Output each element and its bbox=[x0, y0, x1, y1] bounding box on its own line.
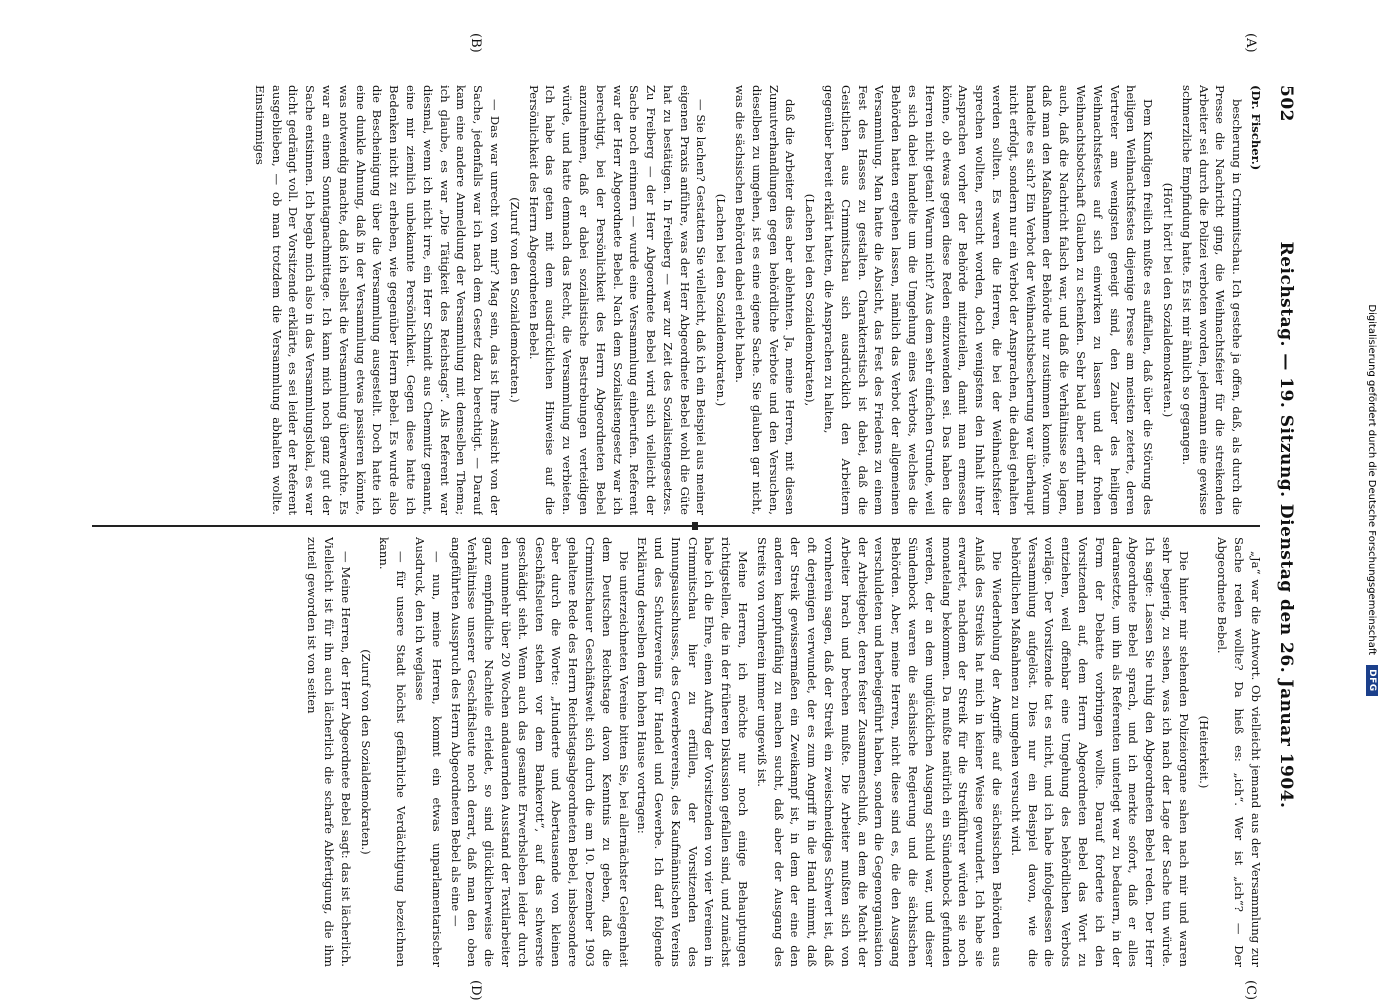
paragraph: — Meine Herren, der Herr Abgeordnete Bebel sagt: das ist lächerlich. Vielleicht ist für ihn auch lächerlich die scharfe Abfertigung, die ihm zuteil geworden ist von seiten bbox=[305, 537, 353, 967]
interjection: (Heiterkeit.) bbox=[1196, 715, 1211, 789]
margin-marker-c: (C) bbox=[1243, 980, 1258, 1001]
margin-marker-b: (B) bbox=[468, 33, 483, 53]
paragraph: „Ja“ war die Antwort. Ob vielleicht jemand aus der Versammlung zur Sache reden wollte? Da hieß es: „ich“. Wer ist „ich“? — Der Abgeordnete Bebel. bbox=[1215, 537, 1263, 967]
page-number: 502 bbox=[1276, 85, 1296, 122]
interjection: (Lachen bei den Sozialdemokraten.) bbox=[714, 193, 729, 407]
document-page bbox=[78, 33, 1298, 1001]
interjection: (Zuruf von den Sozialdemokraten.) bbox=[507, 197, 522, 403]
margin-marker-d: (D) bbox=[468, 980, 483, 1001]
paragraph: Die Wiederholung der Angriffe auf die sächsischen Behörden aus Anlaß des Streiks hat mich in keiner Weise gewundert. Ich habe sie erwartet, nachdem der Streik für die Streikführer würden sie noch monatelang bekommen. Da mußte natürlich ein Sündenbock gefunden werden, der an dem unglücklichen Ausgang schuld war, und dieser Sündenbock waren die sächsische Regierung und die sächsischen Behörden. Aber, meine Herren, nicht diese sind es, die den Ausgang verschuldeten und herbeigeführt haben, sondern die Gegenorganisation der Arbeitgeber, deren fester Zusammenschluß, an dem die Macht der Arbeiter brach und brechen mußte. Die Arbeiter mußten sich von vornherein sagen, daß der Streik ein zweischneidiges Schwert ist, daß oft derjenigen verwundet, der es zum Angriff in die Hand nimmt, daß der Streik gewissermaßen ein Zweikampf ist, in dem der eine den anderen kampfunfähig zu machen sucht, daß aber der Ausgang des Streits von vornherein immer ungewiß ist. bbox=[754, 537, 1005, 967]
paragraph: Die hinter mir stehenden Polizeiorgane sahen nach mir und waren sehr begierig, zu sehen, was ich nach der Lage der Sache tun würde. Ich sagte: Lassen Sie ruhig den Abgeordneten Bebel reden. Der Herr Abgeordnete Bebel sprach, und ich merkte sofort, daß er alles daransetzte, um ihn als Referenten unterlegt war zu bedauern, in der Form der Debatte vorbringen wollte. Darauf forderte ich den Vorsitzenden auf, dem Herrn Abgeordneten Bebel das Wort zu entziehen, weil offenbar eine Umgehung des behördlichen Verbots vorläge. Der Vorsitzende tat es nicht, und ich habe infolgedessen die Versammlung aufgelöst. Dies nur ein Beispiel davon, wie die behördlichen Maßnahmen zu umgehen versucht wird. bbox=[1008, 537, 1191, 967]
paragraph: Dem Kundigen freilich mußte es auffallen, daß über die Störung des heiligen Weihnachtsfestes diejenige Presse am meisten zeterte, deren Vertreter am wenigsten geneigt sind, den Zauber des heiligen Weihnachtsfestes auf sich einwirken zu lassen und der frohen Weihnachtsbotschaft Glauben zu schenken. Sehr bald aber erfuhr man auch, daß die Nachricht falsch war, und daß die Verhältnisse so lagen, daß man den Maßnahmen der Behörde nur zustimmen konnte. Worum handelte es sich? Ein Verbot der Weihnachtsbescherung war überhaupt nicht erfolgt, sondern nur ein Verbot der Ansprachen, die dabei gehalten werden sollten. Es waren die Herren, die bei der Weihnachtsfeier sprechen wollten, ersucht worden, doch wenigstens den Inhalt ihrer Ansprachen vorher der Behörde mitzuteilen, damit man ermessen könne, ob etwas gegen diese Reden einzuwenden sei. Das haben die Herren nicht getan! Warum nicht? Aus dem sehr einfachen Grunde, weil es sich dabei handelte um die Umgehung eines Verbots, welches die Behörden hatten ergehen lassen, nämlich das Verbot der allgemeinen Versammlung. Man hatte die Absicht, das Fest des Friedens zu einem Fest des Hasses zu gestalten. Charakteristisch ist dabei, daß die Geistlichen aus Crimmitschau sich ausdrücklich den Arbeitern gegenüber bereit erklärt hatten, die Ansprachen zu halten, bbox=[822, 85, 1156, 515]
paragraph: — Sie lachen? Gestatten Sie vielleicht, daß ich ein Beispiel aus meiner eigenen Praxis anführe, was der Herr Abgeordnete Bebel wohl die Güte hat zu bestätigen. In Freiberg — war zur Zeit des Sozialistengesetzes. Zu Freiberg — der Herr Abgeordnete Bebel wird sich vielleicht der Sache noch erinnern — wurde eine Versammlung einberufen. Referent war der Herr Abgeordnete Bebel. Nach dem Sozialistengesetz war ich berechtigt, bei der Persönlichkeit des Herrn Abgeordneten Bebel anzunehmen, daß er dabei sozialistische Bestrebungen verteidigen würde, und hatte demnach das Recht, die Versammlung zu verbieten. Ich habe das getan mit dem ausdrücklichen Hinweise auf die Persönlichkeit des Herrn Abgeordneten Bebel. bbox=[526, 85, 709, 515]
paragraph: — nun, meine Herren, kommt ein etwas unparlamentarischer Ausdruck, den ich weglasse bbox=[412, 537, 444, 967]
column-divider bbox=[92, 525, 1260, 527]
paragraph: — für unsere Stadt höchst gefährliche Verdächtigung bezeichnen kann. bbox=[377, 537, 409, 967]
column-divider-mark bbox=[692, 522, 698, 530]
page-header-title: Reichstag. — 19. Sitzung. Dienstag den 26. Januar 1904. bbox=[1276, 241, 1296, 809]
paragraph: daß die Arbeiter dies aber ablehnten. Ja, meine Herren, mit diesen Zumutverhandlungen gegen behördliche Verbote und den Versuchen, dieselben zu umgehen, ist es eine eigene Sache. Sie glauben gar nicht, was die sächsischen Behörden dabei erlebt haben. bbox=[733, 85, 798, 515]
right-column bbox=[89, 537, 1264, 967]
speaker-label: (Dr. Fischer.) bbox=[1249, 85, 1263, 171]
digitization-footer bbox=[1361, 0, 1383, 1000]
dfg-logo: DFG bbox=[1366, 665, 1378, 696]
paragraph: bescherung in Crimmitschau. Ich gestehe ja offen, daß, als durch die Presse die Nachricht ging, die Weihnachtsfeier für die streikenden Arbeiter sei durch die Polizei verboten worden, jedermann eine gewisse schmerzliche Empfindung hatte. Es ist mir ähnlich so gegangen. bbox=[1179, 85, 1245, 515]
interjection: (Hört! hört! bei den Sozialdemokraten.) bbox=[1161, 182, 1176, 418]
digitization-credit: Digitalisierung gefördert durch die Deutsche Forschungsgemeinschaft bbox=[1366, 304, 1378, 656]
margin-marker-a: (A) bbox=[1243, 33, 1258, 53]
paragraph: Meine Herren, ich möchte nur noch einige Behauptungen richtigstellen, die in der früheren Diskussion gefallen sind, und zunächst habe ich die Ehre, einen Auftrag der Vorsitzenden von vier Vereinen in Crimmitschau hier zu erfüllen, der Vorsitzenden des Innungsausschusses, des Gewerbevereins, des Kaufmännischen Vereins und des Schutzvereins für Handel und Gewerbe. Ich darf folgende Erklärung derselben dem hohen Hause vortragen: bbox=[635, 537, 751, 967]
paragraph: — Das war unrecht von mir? Mag sein, das ist Ihre Ansicht von der Sache, jedenfalls war ich nach dem Gesetz dazu berechtigt. — Darauf kam eine andere Anmeldung der Versammlung mit demselben Thema; ich glaube, es war „Die Tätigkeit des Reichstags“. Als Referent war diesmal, wenn ich nicht irre, ein Herr Schmidt aus Chemnitz genannt, eine mir ziemlich unbekannte Persönlichkeit. Gegen diese hatte ich Bedenken nicht zu erheben, wie gegenüber Herrn Bebel. Es wurde also die Bescheinigung über die Versammlung ausgestellt. Doch hatte ich eine dunkle Ahnung, daß in der Versammlung etwas passieren könnte, was notwendig machte, daß ich selbst die Versammlung überwachte. Es war an einem Sonntagnachmittage. Ich kann mich noch ganz gut der Sache entsinnen. Ich begab mich also in das Versammlungslokal, es war dicht gedrängt voll. Der Vorsitzende erklärte, es sei leider der Referent ausgeblieben, — ob man trotzdem die Versammlung abhalten wollte. Einstimmiges bbox=[252, 85, 502, 515]
quoted-declaration: Die unterzeichneten Vereine bitten Sie, bei allernächster Gelegenheit dem Deutschen Reichstage davon Kenntnis zu geben, daß die Crimmitschauer Geschäftswelt sich durch die am 10. Dezember 1903 gehaltene Rede des Herrn Reichstagsabgeordneten Bebel, insbesondere aber durch die Worte: „Hunderte und Abertausende von kleinen Geschäftsleuten stehen vor dem Bankerott“, auf das schwerste geschädigt sieht. Wenn auch das gesamte Erwerbsleben leider durch den nunmehr über 20 Wochen andauernden Ausstand der Textilarbeiter ganz empfindliche Nachteile erleidet, so sind glücklicherweise die Verhältnisse unserer Geschäftsleute noch derart, daß man den oben angeführten Ausspruch des Herrn Abgeordneten Bebel als eine — bbox=[448, 537, 631, 967]
page-header bbox=[1270, 75, 1298, 975]
left-column bbox=[89, 85, 1264, 515]
interjection: (Zuruf von den Sozialdemokraten.) bbox=[358, 649, 373, 855]
interjection: (Lachen bei den Sozialdemokraten), bbox=[803, 193, 818, 407]
